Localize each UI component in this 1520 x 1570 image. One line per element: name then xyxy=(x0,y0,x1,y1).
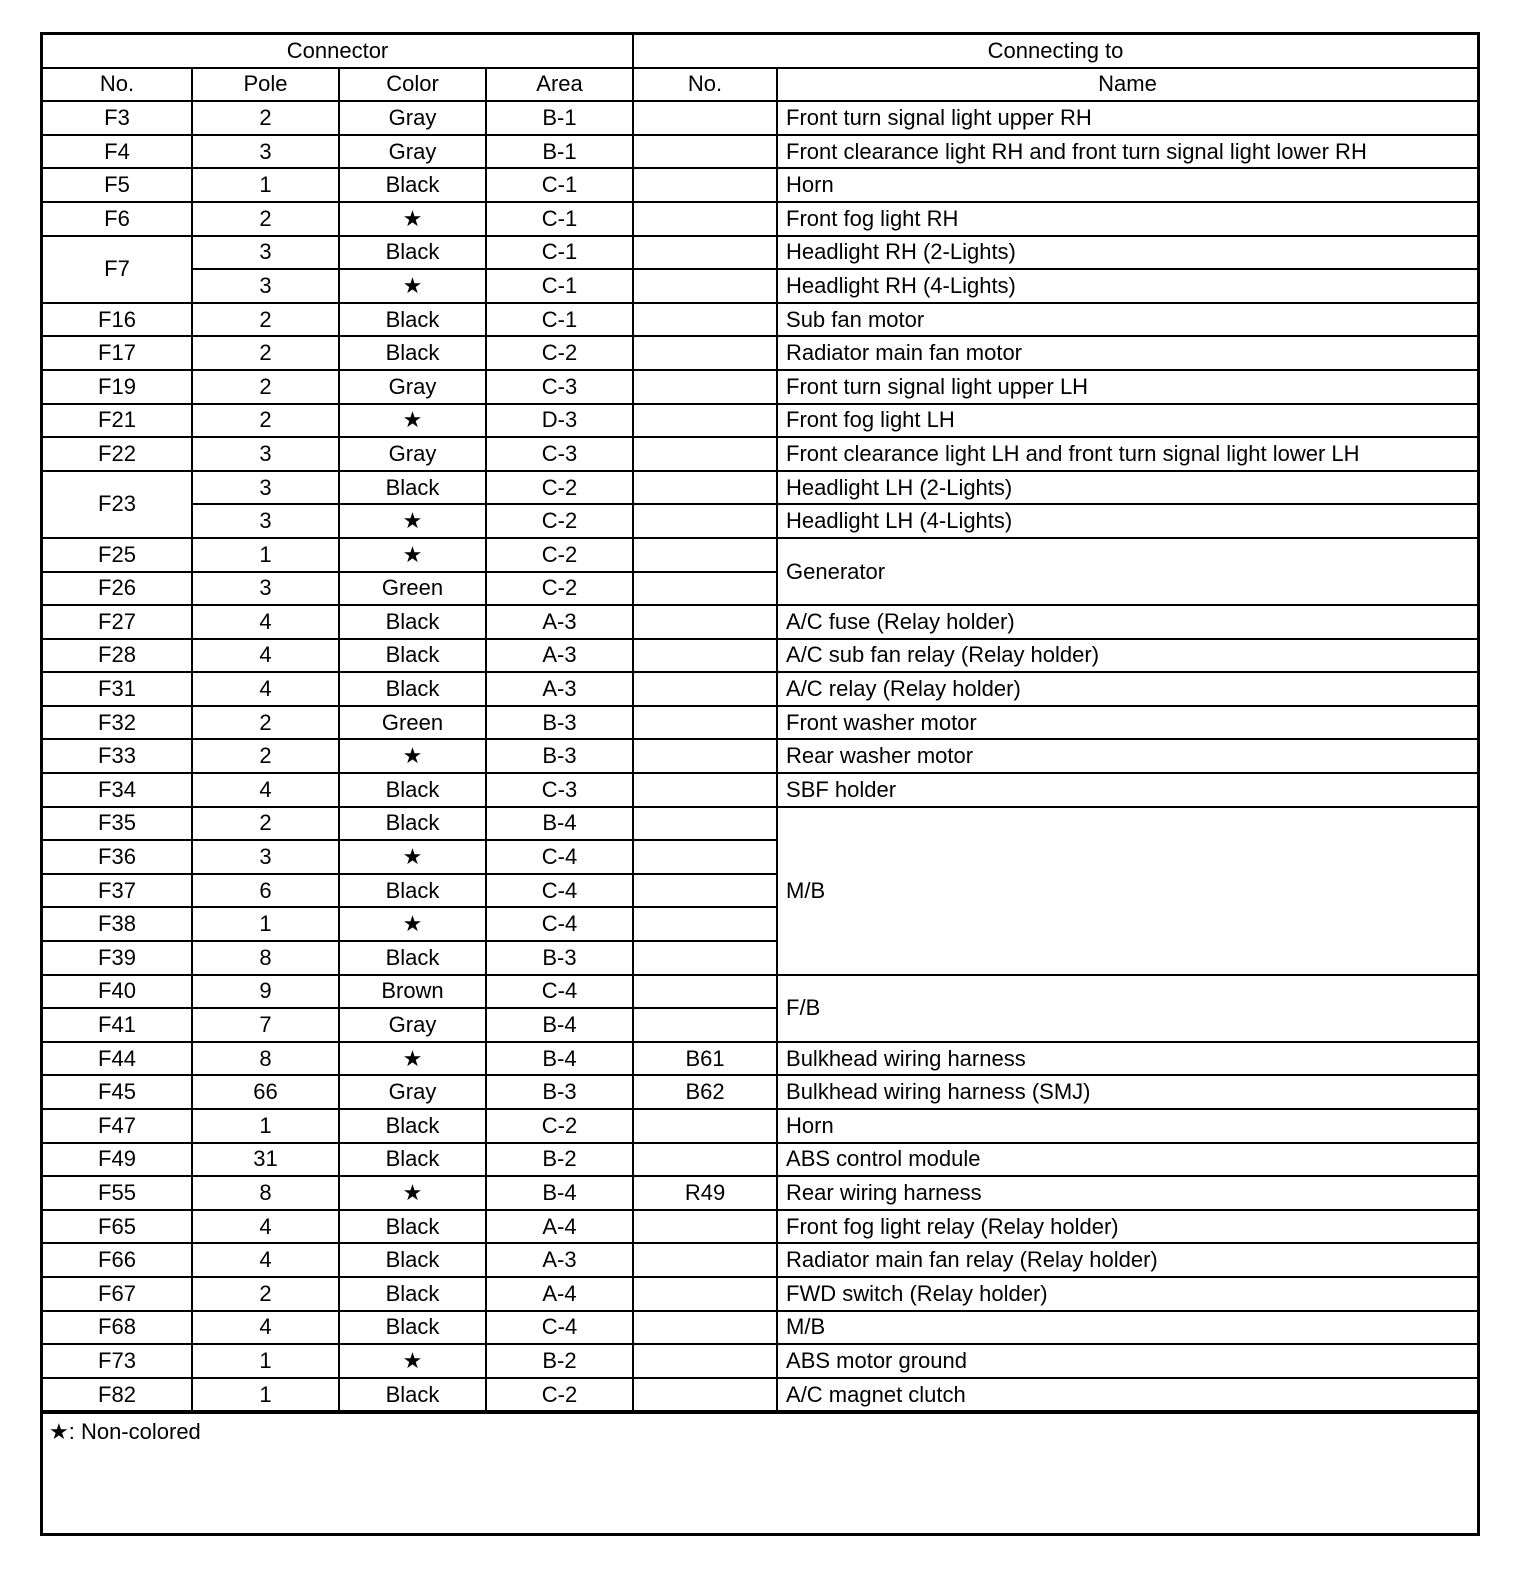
cell-conn-no xyxy=(633,975,777,1009)
cell-area: C-4 xyxy=(486,840,633,874)
cell-conn-no xyxy=(633,1344,777,1378)
cell-area: A-3 xyxy=(486,639,633,673)
cell-pole: 2 xyxy=(192,807,339,841)
cell-conn-no xyxy=(633,672,777,706)
cell-color: Black xyxy=(339,1243,486,1277)
cell-pole: 3 xyxy=(192,236,339,270)
cell-area: C-2 xyxy=(486,471,633,505)
cell-area: B-2 xyxy=(486,1143,633,1177)
cell-name: A/C sub fan relay (Relay holder) xyxy=(777,639,1477,673)
cell-conn-no xyxy=(633,101,777,135)
table-row xyxy=(43,1176,1477,1210)
col-header-color: Color xyxy=(339,68,486,102)
table-row xyxy=(43,706,1477,740)
cell-no: F25 xyxy=(43,538,192,572)
col-header-pole: Pole xyxy=(192,68,339,102)
cell-no: F40 xyxy=(43,975,192,1009)
cell-area: B-3 xyxy=(486,941,633,975)
cell-conn-no xyxy=(633,941,777,975)
cell-no: F23 xyxy=(43,471,192,538)
cell-pole: 66 xyxy=(192,1075,339,1109)
cell-conn-no xyxy=(633,303,777,337)
cell-name: Front turn signal light upper RH xyxy=(777,101,1477,135)
cell-color: ★ xyxy=(339,404,486,438)
table-row xyxy=(43,269,1477,303)
cell-pole: 4 xyxy=(192,1311,339,1345)
table-row xyxy=(43,135,1477,169)
cell-conn-no xyxy=(633,1378,777,1412)
cell-area: A-3 xyxy=(486,605,633,639)
cell-no: F49 xyxy=(43,1143,192,1177)
cell-conn-no xyxy=(633,1143,777,1177)
column-header-row xyxy=(43,68,1477,102)
cell-no: F16 xyxy=(43,303,192,337)
connector-table xyxy=(43,35,1477,1412)
cell-color: Gray xyxy=(339,1008,486,1042)
cell-area: C-4 xyxy=(486,874,633,908)
cell-conn-no xyxy=(633,538,777,572)
cell-color: ★ xyxy=(339,840,486,874)
table-row xyxy=(43,1143,1477,1177)
table-row xyxy=(43,975,1477,1009)
cell-color: Black xyxy=(339,605,486,639)
cell-conn-no xyxy=(633,1210,777,1244)
col-header-area: Area xyxy=(486,68,633,102)
cell-no: F5 xyxy=(43,168,192,202)
cell-pole: 2 xyxy=(192,370,339,404)
cell-no: F36 xyxy=(43,840,192,874)
cell-color: ★ xyxy=(339,739,486,773)
table-row xyxy=(43,504,1477,538)
table-row xyxy=(43,773,1477,807)
cell-area: C-1 xyxy=(486,303,633,337)
cell-color: Black xyxy=(339,168,486,202)
cell-pole: 4 xyxy=(192,773,339,807)
cell-name: FWD switch (Relay holder) xyxy=(777,1277,1477,1311)
cell-conn-no xyxy=(633,907,777,941)
cell-name: Headlight RH (4-Lights) xyxy=(777,269,1477,303)
cell-pole: 1 xyxy=(192,1109,339,1143)
cell-area: B-3 xyxy=(486,706,633,740)
cell-pole: 8 xyxy=(192,941,339,975)
cell-color: Black xyxy=(339,672,486,706)
table-row xyxy=(43,807,1477,841)
cell-no: F27 xyxy=(43,605,192,639)
cell-color: Green xyxy=(339,572,486,606)
cell-no: F47 xyxy=(43,1109,192,1143)
cell-pole: 2 xyxy=(192,404,339,438)
cell-conn-no xyxy=(633,1243,777,1277)
table-row xyxy=(43,639,1477,673)
cell-pole: 2 xyxy=(192,336,339,370)
cell-name: Front fog light relay (Relay holder) xyxy=(777,1210,1477,1244)
cell-pole: 1 xyxy=(192,168,339,202)
cell-no: F31 xyxy=(43,672,192,706)
cell-color: ★ xyxy=(339,907,486,941)
cell-color: Gray xyxy=(339,101,486,135)
cell-color: Gray xyxy=(339,437,486,471)
cell-conn-no xyxy=(633,773,777,807)
cell-color: Black xyxy=(339,874,486,908)
cell-area: C-2 xyxy=(486,572,633,606)
cell-conn-no xyxy=(633,471,777,505)
cell-color: ★ xyxy=(339,538,486,572)
cell-area: C-2 xyxy=(486,1378,633,1412)
table-row xyxy=(43,1042,1477,1076)
group-header-row xyxy=(43,35,1477,68)
cell-color: ★ xyxy=(339,1344,486,1378)
table-row xyxy=(43,1311,1477,1345)
cell-color: ★ xyxy=(339,202,486,236)
cell-color: ★ xyxy=(339,504,486,538)
cell-no: F82 xyxy=(43,1378,192,1412)
cell-name: M/B xyxy=(777,807,1477,975)
cell-pole: 8 xyxy=(192,1176,339,1210)
cell-area: B-3 xyxy=(486,739,633,773)
cell-conn-no xyxy=(633,135,777,169)
cell-no: F4 xyxy=(43,135,192,169)
cell-conn-no xyxy=(633,269,777,303)
cell-area: A-4 xyxy=(486,1210,633,1244)
cell-name: Front washer motor xyxy=(777,706,1477,740)
table-row xyxy=(43,1344,1477,1378)
cell-area: B-4 xyxy=(486,1042,633,1076)
cell-pole: 1 xyxy=(192,1344,339,1378)
cell-no: F67 xyxy=(43,1277,192,1311)
table-row xyxy=(43,236,1477,270)
cell-no: F68 xyxy=(43,1311,192,1345)
cell-area: D-3 xyxy=(486,404,633,438)
cell-pole: 3 xyxy=(192,269,339,303)
cell-name: Rear washer motor xyxy=(777,739,1477,773)
cell-name: Front fog light LH xyxy=(777,404,1477,438)
table-row xyxy=(43,202,1477,236)
cell-area: B-4 xyxy=(486,807,633,841)
cell-no: F66 xyxy=(43,1243,192,1277)
cell-pole: 1 xyxy=(192,1378,339,1412)
cell-pole: 7 xyxy=(192,1008,339,1042)
cell-pole: 3 xyxy=(192,471,339,505)
cell-pole: 3 xyxy=(192,437,339,471)
cell-pole: 2 xyxy=(192,303,339,337)
cell-no: F28 xyxy=(43,639,192,673)
cell-pole: 2 xyxy=(192,101,339,135)
cell-pole: 4 xyxy=(192,1210,339,1244)
cell-area: B-2 xyxy=(486,1344,633,1378)
cell-area: C-1 xyxy=(486,168,633,202)
table-row xyxy=(43,538,1477,572)
cell-name: A/C relay (Relay holder) xyxy=(777,672,1477,706)
cell-color: Gray xyxy=(339,135,486,169)
cell-area: C-4 xyxy=(486,1311,633,1345)
non-colored-footnote: ★: Non-colored xyxy=(43,1412,1477,1448)
cell-area: B-4 xyxy=(486,1008,633,1042)
cell-color: ★ xyxy=(339,1176,486,1210)
cell-color: Green xyxy=(339,706,486,740)
table-row xyxy=(43,101,1477,135)
cell-name: Front clearance light LH and front turn signal light lower LH xyxy=(777,437,1477,471)
cell-pole: 3 xyxy=(192,504,339,538)
cell-name: A/C magnet clutch xyxy=(777,1378,1477,1412)
cell-no: F55 xyxy=(43,1176,192,1210)
cell-area: C-4 xyxy=(486,975,633,1009)
cell-conn-no xyxy=(633,168,777,202)
table-row xyxy=(43,303,1477,337)
cell-name: F/B xyxy=(777,975,1477,1042)
cell-conn-no xyxy=(633,236,777,270)
cell-area: A-4 xyxy=(486,1277,633,1311)
cell-no: F44 xyxy=(43,1042,192,1076)
cell-no: F73 xyxy=(43,1344,192,1378)
cell-pole: 1 xyxy=(192,538,339,572)
cell-name: M/B xyxy=(777,1311,1477,1345)
col-header-no: No. xyxy=(43,68,192,102)
cell-name: Front clearance light RH and front turn signal light lower RH xyxy=(777,135,1477,169)
cell-name: Front turn signal light upper LH xyxy=(777,370,1477,404)
cell-name: A/C fuse (Relay holder) xyxy=(777,605,1477,639)
table-row xyxy=(43,168,1477,202)
cell-name: Front fog light RH xyxy=(777,202,1477,236)
cell-conn-no xyxy=(633,504,777,538)
cell-conn-no xyxy=(633,404,777,438)
cell-pole: 3 xyxy=(192,840,339,874)
cell-pole: 1 xyxy=(192,907,339,941)
cell-area: C-3 xyxy=(486,370,633,404)
cell-pole: 3 xyxy=(192,135,339,169)
table-row xyxy=(43,370,1477,404)
cell-no: F34 xyxy=(43,773,192,807)
cell-conn-no xyxy=(633,336,777,370)
cell-no: F41 xyxy=(43,1008,192,1042)
cell-area: C-1 xyxy=(486,236,633,270)
cell-area: A-3 xyxy=(486,672,633,706)
cell-no: F32 xyxy=(43,706,192,740)
cell-area: B-1 xyxy=(486,101,633,135)
cell-no: F65 xyxy=(43,1210,192,1244)
table-row xyxy=(43,336,1477,370)
cell-color: Black xyxy=(339,639,486,673)
cell-color: Black xyxy=(339,336,486,370)
cell-pole: 2 xyxy=(192,202,339,236)
cell-no: F33 xyxy=(43,739,192,773)
cell-pole: 8 xyxy=(192,1042,339,1076)
cell-name: SBF holder xyxy=(777,773,1477,807)
cell-area: C-2 xyxy=(486,538,633,572)
cell-no: F21 xyxy=(43,404,192,438)
cell-name: Rear wiring harness xyxy=(777,1176,1477,1210)
cell-conn-no xyxy=(633,639,777,673)
cell-conn-no xyxy=(633,1277,777,1311)
cell-area: C-4 xyxy=(486,907,633,941)
cell-area: B-1 xyxy=(486,135,633,169)
cell-pole: 2 xyxy=(192,706,339,740)
cell-area: C-3 xyxy=(486,773,633,807)
cell-pole: 6 xyxy=(192,874,339,908)
cell-color: Black xyxy=(339,1277,486,1311)
cell-color: ★ xyxy=(339,269,486,303)
connector-table-sheet xyxy=(40,32,1480,1536)
cell-name: Headlight RH (2-Lights) xyxy=(777,236,1477,270)
cell-pole: 3 xyxy=(192,572,339,606)
cell-color: ★ xyxy=(339,1042,486,1076)
cell-name: Bulkhead wiring harness (SMJ) xyxy=(777,1075,1477,1109)
table-row xyxy=(43,1210,1477,1244)
cell-name: Radiator main fan motor xyxy=(777,336,1477,370)
connector-group-header: Connector xyxy=(43,35,633,68)
cell-area: C-2 xyxy=(486,336,633,370)
table-row xyxy=(43,672,1477,706)
cell-name: Radiator main fan relay (Relay holder) xyxy=(777,1243,1477,1277)
cell-conn-no xyxy=(633,840,777,874)
cell-conn-no xyxy=(633,807,777,841)
cell-color: Gray xyxy=(339,370,486,404)
col-header-conn-no: No. xyxy=(633,68,777,102)
cell-pole: 4 xyxy=(192,672,339,706)
cell-area: B-4 xyxy=(486,1176,633,1210)
cell-color: Black xyxy=(339,303,486,337)
cell-no: F37 xyxy=(43,874,192,908)
table-row xyxy=(43,471,1477,505)
cell-pole: 4 xyxy=(192,1243,339,1277)
cell-pole: 4 xyxy=(192,639,339,673)
cell-no: F45 xyxy=(43,1075,192,1109)
cell-name: ABS motor ground xyxy=(777,1344,1477,1378)
cell-color: Black xyxy=(339,236,486,270)
cell-no: F35 xyxy=(43,807,192,841)
table-row xyxy=(43,437,1477,471)
cell-name: Headlight LH (4-Lights) xyxy=(777,504,1477,538)
cell-name: Generator xyxy=(777,538,1477,605)
cell-conn-no xyxy=(633,1311,777,1345)
col-header-name: Name xyxy=(777,68,1477,102)
cell-conn-no xyxy=(633,874,777,908)
cell-color: Black xyxy=(339,471,486,505)
cell-color: Brown xyxy=(339,975,486,1009)
cell-name: Headlight LH (2-Lights) xyxy=(777,471,1477,505)
cell-no: F3 xyxy=(43,101,192,135)
table-row xyxy=(43,1378,1477,1412)
cell-name: Bulkhead wiring harness xyxy=(777,1042,1477,1076)
cell-color: Black xyxy=(339,807,486,841)
cell-pole: 9 xyxy=(192,975,339,1009)
cell-color: Black xyxy=(339,941,486,975)
cell-conn-no xyxy=(633,1008,777,1042)
cell-conn-no xyxy=(633,605,777,639)
cell-no: F7 xyxy=(43,236,192,303)
table-row xyxy=(43,1075,1477,1109)
cell-conn-no xyxy=(633,739,777,773)
cell-conn-no xyxy=(633,370,777,404)
connecting-to-group-header: Connecting to xyxy=(633,35,1477,68)
cell-color: Gray xyxy=(339,1075,486,1109)
cell-conn-no: B61 xyxy=(633,1042,777,1076)
cell-conn-no xyxy=(633,202,777,236)
cell-area: C-1 xyxy=(486,269,633,303)
cell-color: Black xyxy=(339,1378,486,1412)
table-row xyxy=(43,1277,1477,1311)
cell-color: Black xyxy=(339,1210,486,1244)
cell-conn-no: B62 xyxy=(633,1075,777,1109)
cell-name: ABS control module xyxy=(777,1143,1477,1177)
cell-conn-no xyxy=(633,1109,777,1143)
table-row xyxy=(43,1109,1477,1143)
cell-pole: 2 xyxy=(192,1277,339,1311)
cell-pole: 4 xyxy=(192,605,339,639)
cell-area: B-3 xyxy=(486,1075,633,1109)
cell-conn-no: R49 xyxy=(633,1176,777,1210)
cell-area: C-2 xyxy=(486,1109,633,1143)
cell-no: F19 xyxy=(43,370,192,404)
cell-area: A-3 xyxy=(486,1243,633,1277)
table-row xyxy=(43,739,1477,773)
cell-color: Black xyxy=(339,1311,486,1345)
cell-pole: 31 xyxy=(192,1143,339,1177)
cell-no: F22 xyxy=(43,437,192,471)
cell-no: F6 xyxy=(43,202,192,236)
cell-pole: 2 xyxy=(192,739,339,773)
table-row xyxy=(43,605,1477,639)
cell-color: Black xyxy=(339,1143,486,1177)
table-row xyxy=(43,1243,1477,1277)
cell-area: C-2 xyxy=(486,504,633,538)
cell-area: C-3 xyxy=(486,437,633,471)
cell-conn-no xyxy=(633,706,777,740)
cell-conn-no xyxy=(633,572,777,606)
cell-no: F26 xyxy=(43,572,192,606)
cell-no: F39 xyxy=(43,941,192,975)
cell-area: C-1 xyxy=(486,202,633,236)
cell-conn-no xyxy=(633,437,777,471)
cell-no: F38 xyxy=(43,907,192,941)
cell-color: Black xyxy=(339,1109,486,1143)
cell-color: Black xyxy=(339,773,486,807)
cell-name: Sub fan motor xyxy=(777,303,1477,337)
table-row xyxy=(43,404,1477,438)
cell-name: Horn xyxy=(777,168,1477,202)
cell-no: F17 xyxy=(43,336,192,370)
cell-name: Horn xyxy=(777,1109,1477,1143)
